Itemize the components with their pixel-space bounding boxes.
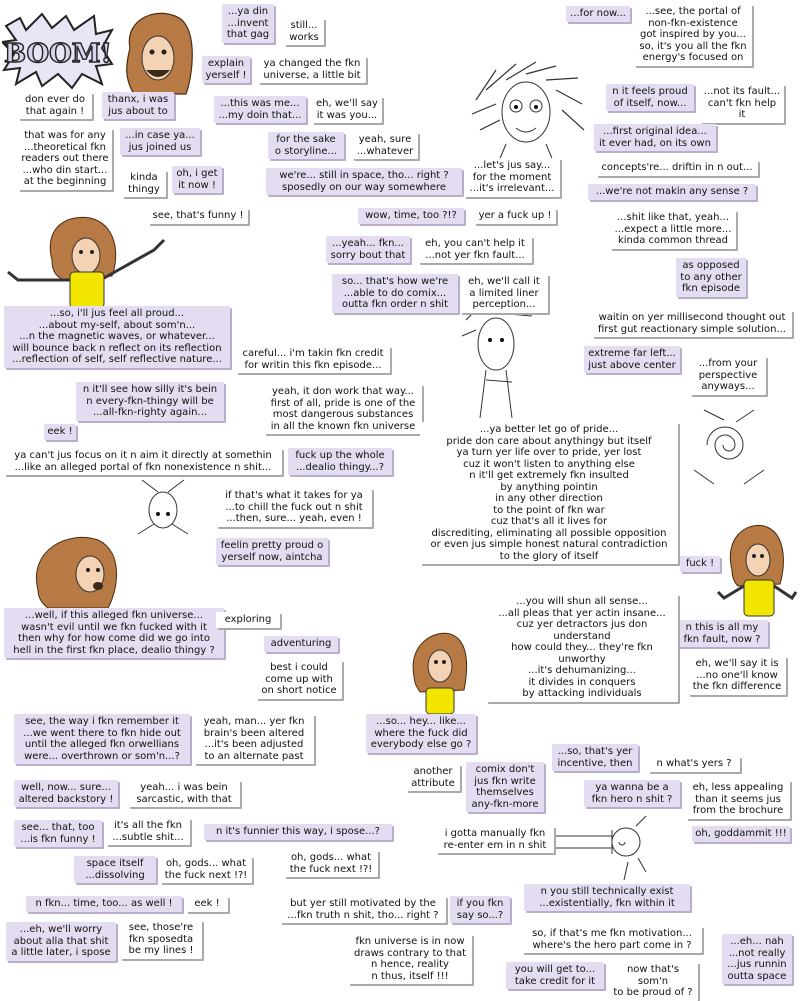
speech-bubble: ...see, the portal of non-fkn-existence got inspired by you... so, it's you all the fkn energy's focused on — [634, 4, 752, 66]
speech-bubble: n what's yers ? — [648, 756, 740, 772]
speech-bubble: ...we're not makin any sense ? — [588, 184, 756, 200]
speech-bubble: ya changed the fkn universe, a little bit — [258, 56, 366, 83]
speech-bubble: fkn universe is in now draws contrary to that n hence, reality n thus, itself !!! — [348, 934, 472, 984]
speech-bubble: n this is all my fkn fault, now ? — [676, 620, 768, 647]
speech-bubble: eh, you can't help it ...not yer fkn fault... — [418, 236, 532, 263]
speech-bubble: waitin on yer millisecond thought out first gut reactionary simple solution... — [592, 310, 792, 337]
speech-bubble: eek ! — [186, 896, 228, 912]
speech-bubble: ...first original idea... it ever had, on its own — [594, 124, 716, 151]
speech-bubble: ...not its fault... can't fkn help it — [700, 84, 784, 123]
speech-bubble: yer a fuck up ! — [474, 208, 556, 224]
speech-bubble: extreme far left... just above center — [584, 346, 680, 373]
upside-down-figure — [128, 476, 198, 536]
speech-bubble: yeah, man... yer fkn brain's been altered ...it's been adjusted to an alternate past — [194, 714, 314, 764]
speech-bubble: adventuring — [264, 636, 338, 652]
speech-bubble: concepts're... driftin in n out... — [596, 160, 758, 176]
speech-bubble: ...yeah... fkn... sorry bout that — [326, 236, 410, 263]
speech-bubble: best i could come up with on short notice — [256, 660, 342, 699]
speech-bubble: fuck ! — [680, 556, 720, 572]
boom-logo — [2, 12, 114, 90]
speech-bubble: ...so, i'll jus feel all proud... ...about my-self, about som'n... ...n the magnetic waves, or whatever... will bounce back n reflect on its reflection ...reflection of self, self reflective nature... — [4, 306, 230, 368]
speech-bubble: space itself ...dissolving — [74, 856, 156, 883]
speech-bubble: n it's funnier this way, i spose...? — [204, 824, 392, 840]
speech-bubble: ya wanna be a fkn hero n shit ? — [584, 780, 680, 807]
speech-bubble: feelin pretty proud o yerself now, aintcha — [216, 538, 328, 565]
speech-bubble: oh, gods... what the fuck next !?! — [160, 856, 252, 883]
speech-bubble: ...for now... — [566, 6, 630, 22]
speech-bubble: n fkn... time, too... as well ! — [26, 896, 182, 912]
speech-bubble: eek ! — [44, 424, 76, 440]
speech-bubble: n it'll see how silly it's bein n every-fkn-thingy will be ...all-fkn-righty again... — [76, 382, 224, 421]
speech-bubble: kinda thingy — [122, 170, 166, 197]
speech-bubble: ...you will shun all sense... ...all pleas that yer actin insane... cuz yer detractors jus don understand how could they... they're fkn unworthy ...it's dehumanizing... it divides in conquers by attacking individuals — [486, 594, 678, 702]
speech-bubble: i gotta manually fkn re-enter em in n shit — [436, 826, 554, 853]
speech-bubble: see, the way i fkn remember it ...we went there to fkn hide out until the alleged fkn orwellians were... overthrown or som'n...? — [14, 714, 190, 764]
character-arms-spread — [4, 210, 174, 310]
speech-bubble: another attribute — [406, 764, 460, 791]
lying-figure-sketch — [552, 806, 648, 886]
speech-bubble: oh, gods... what the fuck next !?! — [284, 850, 378, 877]
character-hairy-head-top — [120, 8, 196, 98]
speech-bubble: as opposed to any other fkn episode — [676, 258, 746, 297]
speech-bubble: see... that, too ...is fkn funny ! — [14, 820, 102, 847]
speech-bubble: yeah, sure ...whatever — [352, 132, 418, 159]
speech-bubble: ...eh... nah ...not really ...jus runnin outta space — [722, 934, 792, 984]
character-shouting-left — [28, 530, 128, 610]
wild-hair-sketch-top — [466, 60, 586, 170]
speech-bubble: eh, we'll say it is ...no one'll know the fkn difference — [688, 656, 786, 695]
speech-bubble: ...well, if this alleged fkn universe... wasn't evil until we fkn fucked with it then why for how come did we go into hell in the first fkn place, dealio thingy ? — [4, 608, 224, 658]
speech-bubble: you will get to... take credit for it — [506, 962, 604, 989]
speech-bubble: fuck up the whole ...dealio thingy...? — [288, 448, 392, 475]
speech-bubble: well, now... sure... altered backstory ! — [14, 780, 118, 807]
speech-bubble: ...ya better let go of pride... pride don care about anythingy but itself ya turn yer life over to pride, yer lost cuz it won't listen to anything else n it'll get extremely fkn insulted by anything pointin in any other direction to the point of fkn war cuz that's all it lives for discrediting, eliminating all possible opposition or even jus simple honest natural contradiction to the glory of itself — [420, 422, 678, 564]
speech-bubble: still... works — [284, 18, 324, 45]
speech-bubble: ...so... hey... like... where the fuck did everybody else go ? — [366, 714, 476, 753]
speech-bubble: that was for any ...theoretical fkn readers out there ...who din start... at the beginning — [18, 128, 112, 190]
speech-bubble: now that's som'n to be proud of ? — [608, 962, 698, 1001]
speech-bubble: see, those're fkn sposedta be my lines ! — [120, 920, 202, 959]
speech-bubble: ...from your perspective anyways... — [690, 356, 766, 395]
speech-bubble: ...in case ya... jus joined us — [120, 128, 200, 155]
speech-bubble: if you fkn say so...? — [450, 896, 510, 923]
speech-bubble: but yer still motivated by the ...fkn truth n shit, tho... right ? — [280, 896, 446, 923]
boom-logo-text: BOOM! — [4, 39, 112, 69]
character-shrugging-right — [714, 520, 798, 620]
sketch-figure-middle — [456, 300, 536, 420]
speech-bubble: explain yerself ! — [202, 56, 250, 83]
speech-bubble: ...eh, we'll worry about alla that shit a little later, i spose — [6, 922, 116, 961]
speech-bubble: it's all the fkn ...subtle shit... — [106, 818, 190, 845]
speech-bubble: n you still technically exist ...existentially, fkn within it — [524, 884, 690, 911]
speech-bubble: we're... still in space, tho... right ? sposedly on our way somewhere — [266, 168, 462, 195]
speech-bubble: oh, goddammit !!! — [692, 826, 790, 842]
speech-bubble: so, if that's me fkn motivation... where's the hero part come in ? — [522, 926, 702, 953]
speech-bubble: so... that's how we're ...able to do comix... outta fkn order n shit — [332, 274, 458, 313]
speech-bubble: ...this was me... ...my doin that... — [214, 96, 306, 123]
speech-bubble: for the sake o storyline... — [268, 132, 344, 159]
speech-bubble: see, that's funny ! — [148, 208, 248, 224]
speech-bubble: wow, time, too ?!? — [358, 208, 464, 224]
speech-bubble: eh, less appealing than it seems jus from the brochure — [686, 780, 790, 819]
speech-bubble: careful... i'm takin fkn credit for writin this fkn episode... — [236, 346, 390, 373]
speech-bubble: exploring — [216, 612, 280, 628]
speech-bubble: if that's what it takes for ya ...to chill the fuck out n shit ...then, sure... yeah, even ! — [216, 488, 372, 527]
speech-bubble: n it feels proud of itself, now... — [606, 84, 694, 111]
speech-bubble: don ever do that again ! — [18, 92, 92, 119]
speech-bubble: eh, we'll call it a limited liner perception... — [460, 274, 548, 313]
speech-bubble: yeah, it don work that way... first of all, pride is one of the most dangerous substances in all the known fkn universe — [264, 384, 422, 434]
speech-bubble: ...shit like that, yeah... ...expect a little more... kinda common thread — [610, 210, 736, 249]
speech-bubble: ya can't jus focus on it n aim it directly at somethin ...like an alleged portal of fkn nonexistence n shit... — [4, 448, 282, 475]
speech-bubble: ...so, that's yer incentive, then — [552, 744, 638, 771]
speech-bubble: eh, we'll say it was you... — [312, 96, 382, 123]
speech-bubble: yeah... i was bein sarcastic, with that — [128, 780, 240, 807]
character-sitting-center — [404, 630, 474, 716]
speech-bubble: thanx, i was jus about to — [102, 92, 174, 119]
swirl-sketch-right — [684, 400, 774, 490]
speech-bubble: comix don't jus fkn write themselves any-fkn-more — [466, 762, 544, 812]
speech-bubble: ...ya din ...invent that gag — [222, 4, 274, 43]
speech-bubble: oh, i get it now ! — [172, 166, 222, 193]
speech-bubble: ...let's jus say... for the moment ...it's irrelevant... — [464, 158, 560, 197]
